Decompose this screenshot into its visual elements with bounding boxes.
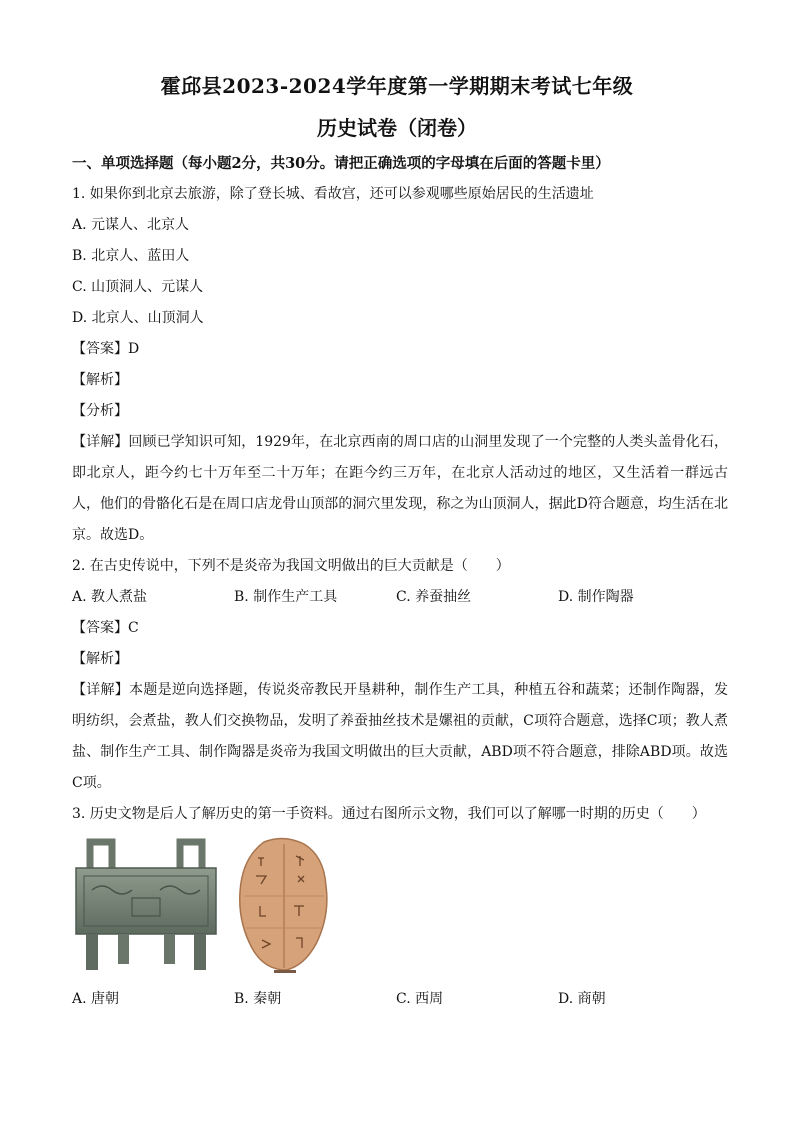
question-3-stem: 3. 历史文物是后人了解历史的第一手资料。通过右图所示文物，我们可以了解哪一时期的历史（ ）: [72, 806, 706, 822]
question-1-fenxi: 【分析】: [72, 403, 128, 419]
question-1-jiexi: 【解析】: [72, 372, 128, 388]
question-1-option-c: C. 山顶洞人、元谋人: [72, 279, 204, 295]
bronze-ding-image: [72, 836, 220, 976]
exam-title: 霍邱县2023-2024学年度第一学期期末考试七年级: [160, 74, 634, 98]
question-2-detail: 【详解】本题是逆向选择题，传说炎帝教民开垦耕种，制作生产工具，种植五谷和蔬菜；还制作陶器，发明纺织，会煮盐，教人们交换物品，发明了养蚕抽丝技术是嫘祖的贡献，C项符合题意，选择C项；教人煮盐、制作生产工具、制作陶器是炎帝为我国文明做出的巨大贡献，ABD项不符合题意，排除ABD项。故选C项。: [72, 682, 728, 791]
question-3-options: [72, 984, 728, 1015]
question-2-answer: 【答案】C: [72, 620, 139, 636]
question-2-option-c: C. 养蚕抽丝: [396, 589, 472, 605]
oracle-bone-image: [234, 836, 334, 976]
question-1-option-d: D. 北京人、山顶洞人: [72, 310, 204, 326]
question-2-option-b: B. 制作生产工具: [234, 589, 338, 605]
question-3-option-b: B. 秦朝: [234, 991, 282, 1007]
exam-content: [72, 148, 728, 1015]
question-3-option-c: C. 西周: [396, 991, 444, 1007]
question-3-option-d: D. 商朝: [558, 991, 606, 1007]
exam-subtitle: 历史试卷（闭卷）: [317, 116, 477, 140]
question-2-option-a: A. 教人煮盐: [72, 589, 148, 605]
question-1-answer: 【答案】D: [72, 341, 140, 357]
question-3-option-a: A. 唐朝: [72, 991, 120, 1007]
question-2-options: [72, 582, 728, 613]
question-1-option-b: B. 北京人、蓝田人: [72, 248, 190, 264]
section-heading: 一、单项选择题（每小题2分，共30分。请把正确选项的字母填在后面的答题卡里）: [72, 155, 610, 172]
question-3-images: [72, 836, 728, 980]
question-2-option-d: D. 制作陶器: [558, 589, 634, 605]
question-1-stem: 1. 如果你到北京去旅游，除了登长城、看故宫，还可以参观哪些原始居民的生活遗址: [72, 186, 594, 202]
question-1-option-a: A. 元谋人、北京人: [72, 217, 190, 233]
question-2-jiexi: 【解析】: [72, 651, 128, 667]
question-1-detail: 【详解】回顾已学知识可知，1929年，在北京西南的周口店的山洞里发现了一个完整的人类头盖骨化石，即北京人，距今约七十万年至二十万年；在距今约三万年，在北京人活动过的地区，又生活着一群远古人，他们的骨骼化石是在周口店龙骨山顶部的洞穴里发现，称之为山顶洞人，据此D符合题意，均生活在北京。故选D。: [72, 434, 728, 543]
question-2-stem: 2. 在古史传说中，下列不是炎帝为我国文明做出的巨大贡献是（ ）: [72, 558, 510, 574]
